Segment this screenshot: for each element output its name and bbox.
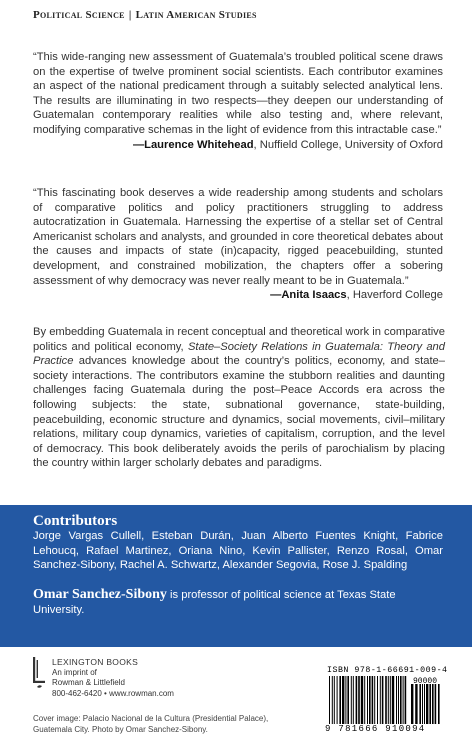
isbn-barcode <box>325 666 448 737</box>
barcode-bar <box>332 676 333 724</box>
cover-image-credit: Cover image: Palacio Nacional de la Cultura (Presidential Palace), Guatemala City. Photo by Omar Sanchez-Sibony. <box>33 714 269 734</box>
editor-name: Omar Sanchez-Sibony <box>33 587 167 602</box>
quote-1-affiliation: , Nuffield College, University of Oxford <box>253 138 443 151</box>
lexington-logo-icon <box>32 657 46 691</box>
barcode-bar <box>398 676 399 724</box>
quote-2-author: —Anita Isaacs <box>270 289 347 302</box>
publisher-imprint: An imprint of <box>52 667 97 677</box>
barcode-bar <box>405 676 407 724</box>
barcode-digits: 9 781666 910094 <box>325 724 426 734</box>
publisher-contact: 800-462-6420 • www.rowman.com <box>52 688 174 698</box>
barcode-bar <box>429 684 431 724</box>
quote-2-attribution <box>33 288 443 303</box>
contributors-band <box>0 505 472 647</box>
quote-1-author: —Laurence Whitehead <box>132 138 254 151</box>
barcode-bar <box>403 676 404 724</box>
endorsement-quote-2 <box>33 186 443 303</box>
editor-bio-text: is professor of political science at Texas State University. <box>33 589 396 616</box>
description-after: advances knowledge about the country’s politics, economy, and state–society interactions. The contributors examine the stubborn realities and daunting challenges facing Guatemala during the post–Peace Accords era across the following subjects: the state, subnational governance, state-building, peacebuilding, economic structure and dynamics, social movements, civil–military relations, military coup dynamics, varieties of capitalism, corruption, and the level of democracy. This book deliberately avoids the perils of parochialism by placing the country within larger scholarly debates and paradigms. <box>33 355 445 470</box>
description-book-title: State–Society Relations in Guatemala: Theory and Practice <box>33 340 445 368</box>
barcode-bars <box>327 676 441 724</box>
barcode-bar <box>351 676 352 724</box>
book-description <box>33 325 445 471</box>
quote-1-text: “This wide-ranging new assessment of Guatemala’s troubled political scene draws on the expertise of twelve prominent social scientists. Each contributor examines an aspect of the national predicament through a suitably selected analytical lens. The results are illuminating in two respects—they deepen our understanding of Guatemalan contemporary realities while also testing and, where relevant, modifying comparative schemas in the light of evidence from this intractable case.” <box>33 51 443 136</box>
barcode-bar <box>339 676 341 724</box>
barcode-bar <box>356 676 358 724</box>
barcode-bar <box>361 676 363 724</box>
category-left: Political Science <box>33 9 125 21</box>
barcode-bar <box>374 676 375 724</box>
quote-2-affiliation: , Haverford College <box>346 289 443 302</box>
editor-bio <box>33 588 443 617</box>
barcode-bar <box>419 684 421 724</box>
barcode-bar <box>342 676 344 724</box>
contributors-heading: Contributors <box>33 513 118 529</box>
barcode-bar <box>367 676 368 724</box>
publisher-name: LEXINGTON BOOKS <box>52 657 139 667</box>
description-before: By embedding Guatemala in recent conceptual and theoretical work in comparative politics and political economy, <box>33 326 445 353</box>
barcode-bar <box>388 676 389 724</box>
barcode-bar <box>372 676 374 724</box>
barcode-bar <box>347 676 349 724</box>
publisher-parent: Rowman & Littlefield <box>52 678 125 687</box>
barcode-bar <box>380 676 381 724</box>
publisher-info <box>52 657 174 699</box>
category-separator: | <box>128 9 132 21</box>
barcode-bar <box>411 684 413 724</box>
barcode-bar <box>364 676 365 724</box>
barcode-bar <box>377 676 378 724</box>
barcode-bar <box>334 676 335 724</box>
barcode-bar <box>422 684 423 724</box>
barcode-bar <box>415 684 417 724</box>
publisher-footer <box>0 647 472 750</box>
barcode-bar <box>390 676 391 724</box>
barcode-bar <box>382 676 384 724</box>
barcode-bar <box>337 676 338 724</box>
isbn-number: ISBN 978-1-66691-009-4 <box>327 666 448 675</box>
barcode-bar <box>396 676 397 724</box>
barcode-bar <box>345 676 346 724</box>
barcode-bar <box>358 676 360 724</box>
barcode-bar <box>435 684 437 724</box>
category-right: Latin American Studies <box>135 9 257 21</box>
barcode-bar <box>329 676 330 724</box>
barcode-bar <box>432 684 434 724</box>
barcode-bar <box>424 684 425 724</box>
barcode-bar <box>369 676 371 724</box>
barcode-bar <box>385 676 387 724</box>
barcode-bar <box>353 676 354 724</box>
quote-2-text: “This fascinating book deserves a wide readership among students and scholars of comparative politics and policy practitioners struggling to address autocratization in Guatemala. Harnessing the expertise of a stellar set of Central Americanist scholars and analysts, and grounded in core theoretical debates about the causes and impacts of state (in)capacity, rigged peacebuilding, stunted development, and constrained mobilization, the chapters offer a sobering assessment of why democracy was never really meant to be in Guatemala.” <box>33 187 443 287</box>
subject-category <box>33 9 257 21</box>
contributors-list: Jorge Vargas Cullell, Esteban Durán, Juan Alberto Fuentes Knight, Fabrice Lehoucq, Rafael Martinez, Oriana Nino, Kevin Pallister, Renzo Rosal, Omar Sanchez-Sibony, Rachel A. Schwartz, Alexander Segovia, Rose J. Spalding <box>33 530 443 572</box>
barcode-bar <box>392 676 394 724</box>
barcode-bar <box>438 684 440 724</box>
price-code: 90000 <box>413 677 438 686</box>
quote-1-attribution <box>33 138 443 153</box>
barcode-bar <box>400 676 402 724</box>
barcode-bar <box>426 684 428 724</box>
endorsement-quote-1 <box>33 50 443 152</box>
